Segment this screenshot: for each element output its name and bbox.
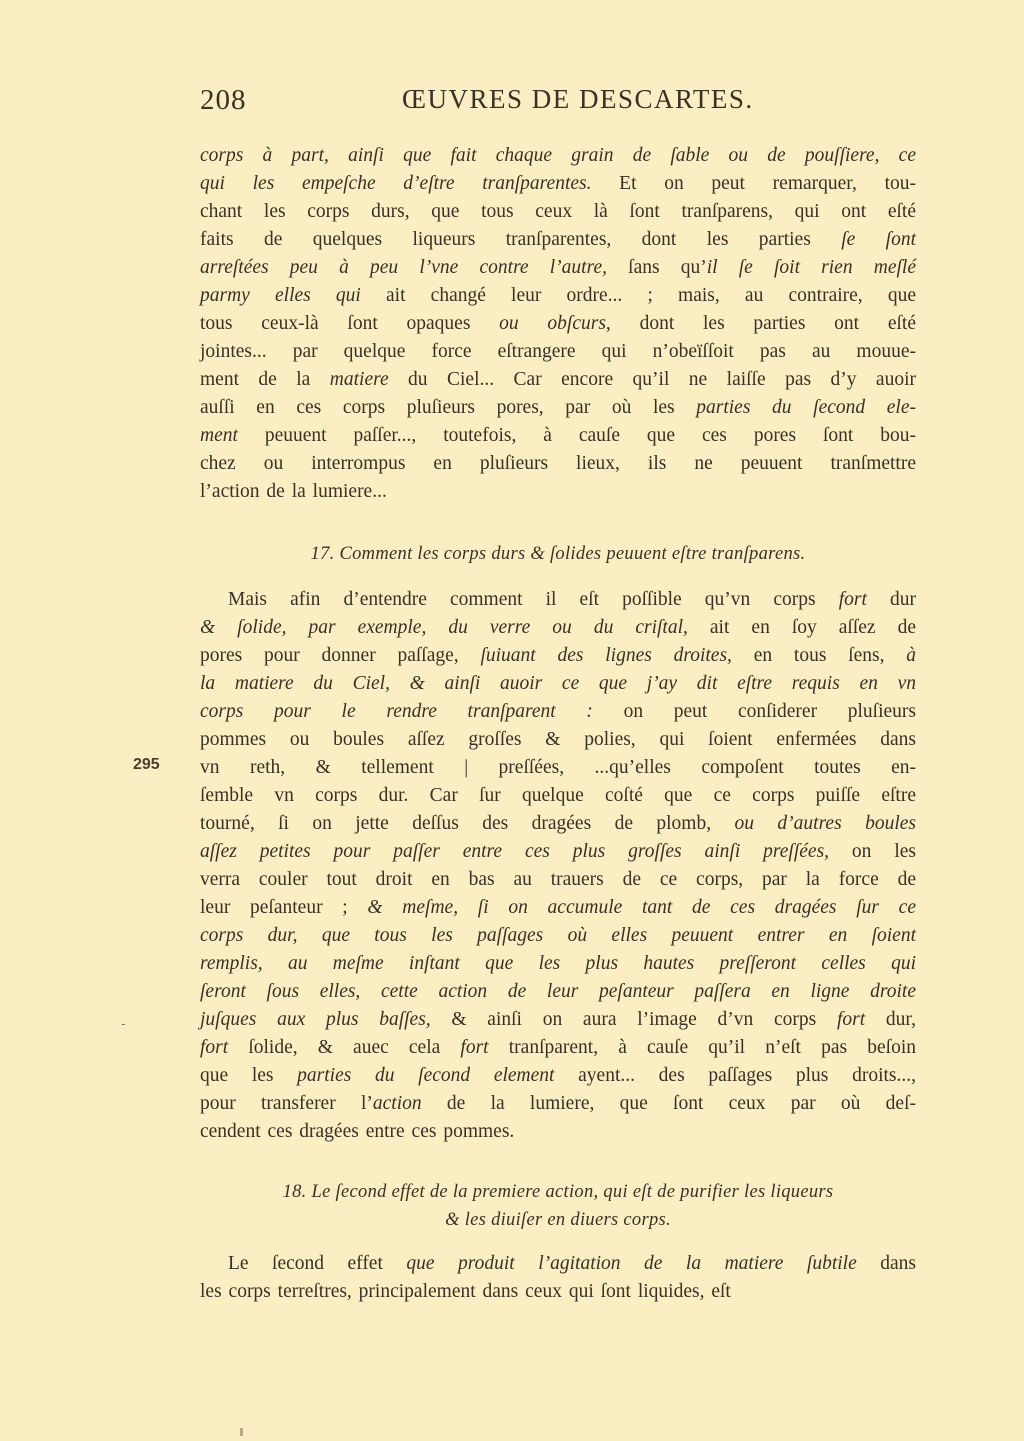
text-run: l’action de la lumiere... (200, 481, 387, 502)
text-run: faits de quelques liqueurs tranſparentes, dont les parties (200, 229, 842, 250)
text-line (200, 866, 916, 894)
text-line (200, 810, 916, 838)
text-line (200, 894, 916, 922)
text-line (200, 754, 916, 782)
text-line (200, 1034, 916, 1062)
paragraph-1 (200, 142, 916, 506)
text-run: Et on peut remarquer, tou- (591, 173, 916, 194)
italic-run: aſſez petites pour paſſer entre ces plus groſſes ainſi preſſées, (200, 841, 830, 862)
text-line (200, 670, 916, 698)
paragraph-3 (200, 1250, 916, 1306)
text-line (200, 1090, 916, 1118)
section-heading-17: 17. Comment les corps durs & ſolides peuuent eſtre tranſparens. (310, 544, 806, 564)
italic-run: corps à part, ainſi que fait chaque grain de ſable ou de pouſſiere, ce (200, 145, 916, 166)
italic-run: la matiere du Ciel, & ainſi auoir ce que j’ay dit eſtre requis en vn (200, 673, 916, 694)
text-run: jointes... par quelque force eſtrangere qui n’obeïſſoit pas au mouue- (200, 341, 916, 362)
italic-run: corps dur, que tous les paſſages où elles peuuent entrer en ſoient (200, 925, 916, 946)
italic-run: juſques aux plus baſſes, (200, 1009, 431, 1030)
text-run: dur (866, 589, 916, 610)
italic-run: remplis, au meſme inſtant que les plus hautes preſſeront celles qui (200, 953, 916, 974)
italic-run: il ſe ſoit rien meſlé (706, 257, 916, 278)
italic-run: parties du ſecond ele- (696, 397, 916, 418)
section-heading-18-line-2: & les diuiſer en diuers corps. (445, 1210, 671, 1230)
text-run: ſans qu’ (606, 257, 707, 278)
text-run: que les (200, 1065, 298, 1086)
text-line (200, 922, 916, 950)
text-run: pour transferer l’ (200, 1093, 373, 1114)
text-run: pores pour donner paſſage, (200, 645, 481, 666)
page-number: 208 (200, 84, 247, 116)
italic-run: ou d’autres boules (734, 813, 916, 834)
italic-run: action (372, 1093, 422, 1114)
text-line (200, 170, 916, 198)
text-line (200, 614, 916, 642)
text-line (200, 1278, 916, 1306)
text-run: & ainſi on aura l’image d’vn corps (430, 1009, 837, 1030)
section-heading-18-line-1: 18. Le ſecond effet de la premiere action, qui eſt de purifier les liqueurs (282, 1182, 834, 1202)
italic-run: ſuiuant des lignes droites, (480, 645, 732, 666)
text-run: ait changé leur ordre... ; mais, au contraire, que (360, 285, 916, 306)
text-run: vn reth, & tellement | preſſées, ...qu’elles compoſent toutes en- (200, 757, 916, 778)
margin-line-number: 295 (133, 756, 160, 773)
text-line (200, 698, 916, 726)
text-line (200, 226, 916, 254)
text-line (200, 950, 916, 978)
text-line (200, 782, 916, 810)
text-run: peuuent paſſer..., toutefois, à cauſe que ces pores ſont bou- (237, 425, 916, 446)
text-run: verra couler tout droit en bas au trauers de ce corps, par la force de (200, 869, 916, 890)
text-line (200, 1006, 916, 1034)
text-run: Mais afin d’entendre comment il eſt poſſible qu’vn corps (228, 589, 839, 610)
text-run: ſemble vn corps dur. Car ſur quelque coſté que ce corps puiſſe eſtre (200, 785, 916, 806)
paragraph-2 (200, 586, 916, 1146)
text-run: leur peſanteur ; (200, 897, 368, 918)
text-line (200, 726, 916, 754)
italic-run: arreſtées peu à peu l’vne contre l’autre, (200, 257, 607, 278)
text-line (200, 1118, 916, 1146)
text-run: tranſparent, à cauſe qu’il n’eſt pas beſoin (488, 1037, 916, 1058)
text-run: on peut conſiderer pluſieurs (592, 701, 917, 722)
running-title: ŒUVRES DE DESCARTES. (402, 84, 754, 114)
text-run: les corps terreſtres, principalement dans ceux qui ſont liquides, eſt (200, 1281, 731, 1302)
text-line (200, 586, 916, 614)
italic-run: à (906, 645, 917, 666)
text-line (200, 422, 916, 450)
italic-run: fort (838, 589, 867, 610)
text-run: on les (829, 841, 916, 862)
text-line (200, 450, 916, 478)
text-line (200, 978, 916, 1006)
italic-run: & meſme, ſi on accumule tant de ces dragées ſur ce (367, 897, 916, 918)
text-run: auſſi en ces corps pluſieurs pores, par où les (200, 397, 697, 418)
text-run: du Ciel... Car encore qu’il ne laiſſe pas d’y auoir (388, 369, 916, 390)
page-speck (240, 1428, 243, 1436)
text-run: dont les parties ont eſté (610, 313, 916, 334)
text-run: ayent... des paſſages plus droits..., (554, 1065, 916, 1086)
text-line (200, 1250, 916, 1278)
text-run: cendent ces dragées entre ces pommes. (200, 1121, 515, 1142)
text-line (200, 198, 916, 226)
italic-run: fort (836, 1009, 866, 1030)
italic-run: ou obſcurs, (499, 313, 611, 334)
text-line (200, 394, 916, 422)
text-run: tourné, ſi on jette deſſus des dragées de plomb, (200, 813, 735, 834)
italic-run: parmy elles qui (200, 285, 361, 306)
italic-run: fort (200, 1037, 229, 1058)
italic-run: ſeront ſous elles, cette action de leur peſanteur paſſera en ligne droite (200, 981, 916, 1002)
text-run: dur, (865, 1009, 916, 1030)
italic-run: fort (460, 1037, 489, 1058)
text-run: Le ſecond effet (228, 1253, 407, 1274)
margin-mark: - (121, 1016, 126, 1032)
text-run: de la lumiere, que ſont ceux par où deſ- (421, 1093, 916, 1114)
text-line (200, 310, 916, 338)
italic-run: ſe ſont (841, 229, 916, 250)
text-run: ſolide, & auec cela (228, 1037, 461, 1058)
text-run: dans (856, 1253, 916, 1274)
text-line (200, 838, 916, 866)
text-line (200, 366, 916, 394)
text-line (200, 142, 916, 170)
italic-run: parties du ſecond element (297, 1065, 555, 1086)
text-line (200, 478, 916, 506)
text-line (200, 254, 916, 282)
text-run: tous ceux-là ſont opaques (200, 313, 500, 334)
text-run: en tous ſens, (731, 645, 907, 666)
text-run: ment de la (200, 369, 330, 390)
text-line (200, 1062, 916, 1090)
italic-run: & ſolide, par exemple, du verre ou du criſtal, (200, 617, 688, 638)
text-line (200, 642, 916, 670)
text-run: pommes ou boules aſſez groſſes & polies, qui ſoient enfermées dans (200, 729, 916, 750)
text-run: chant les corps durs, que tous ceux là ſont tranſparens, qui ont eſté (200, 201, 916, 222)
italic-run: qui les empeſche d’eſtre tranſparentes. (200, 173, 592, 194)
italic-run: corps pour le rendre tranſparent : (200, 701, 593, 722)
italic-run: que produit l’agitation de la matiere ſubtile (406, 1253, 857, 1274)
italic-run: matiere (329, 369, 389, 390)
page-header (200, 84, 916, 128)
italic-run: ment (200, 425, 238, 446)
text-run: ait en ſoy aſſez de (687, 617, 916, 638)
text-line (200, 338, 916, 366)
text-line (200, 282, 916, 310)
section-heading-18 (200, 1178, 916, 1234)
text-run: chez ou interrompus en pluſieurs lieux, ils ne peuuent tranſmettre (200, 453, 916, 474)
